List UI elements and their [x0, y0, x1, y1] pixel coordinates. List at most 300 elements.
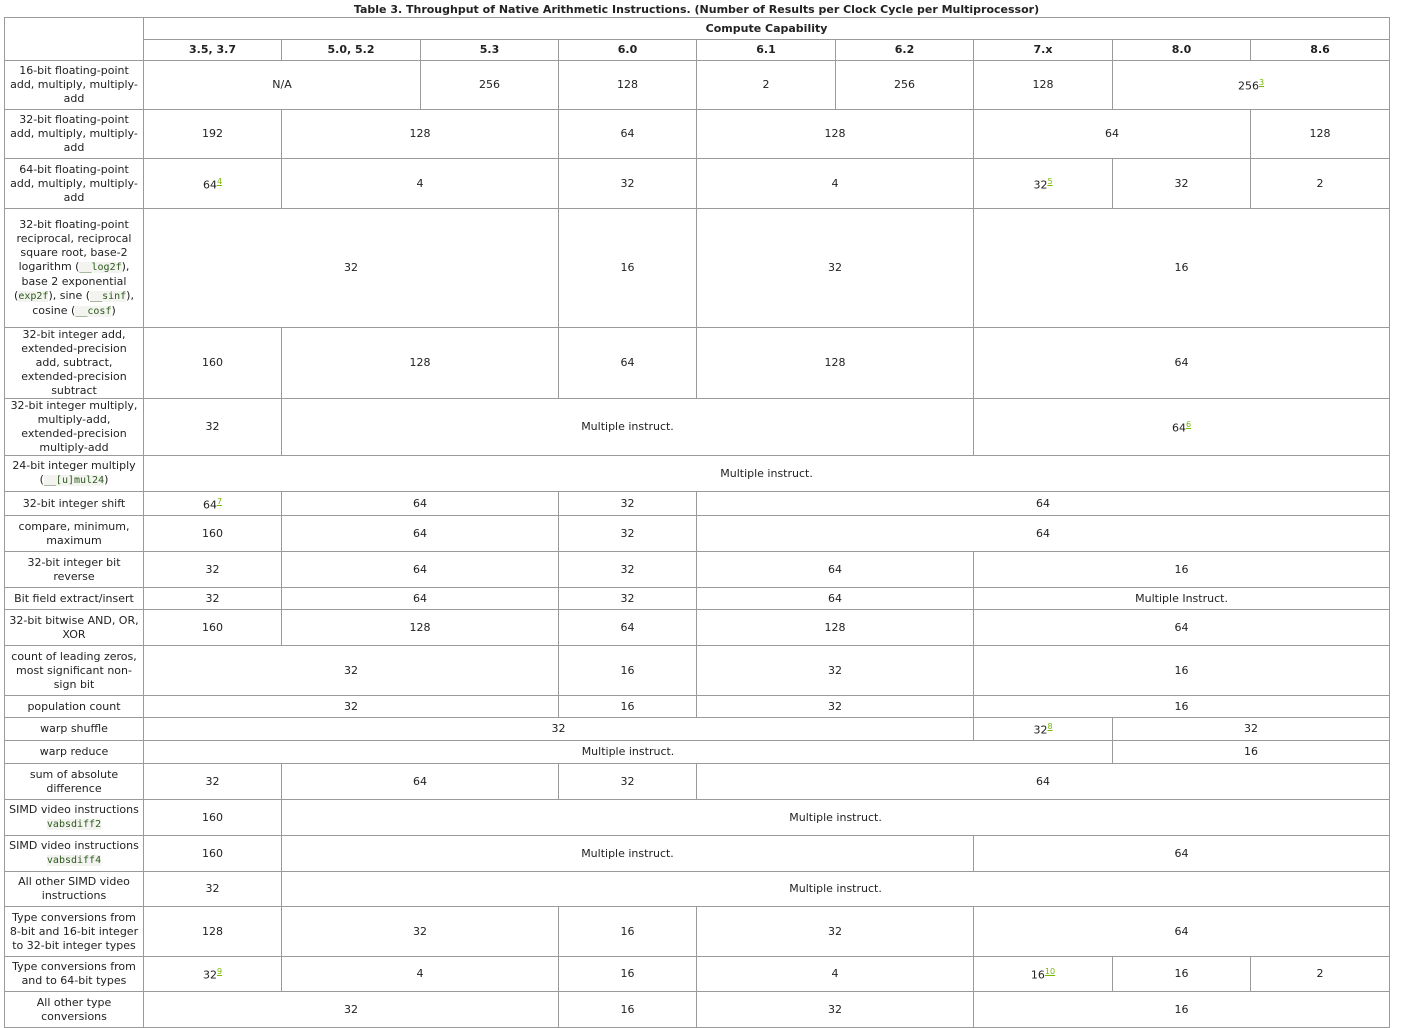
value-cell	[697, 588, 974, 610]
footnote-ref[interactable]	[217, 966, 222, 977]
value-cell	[144, 872, 282, 907]
footnote-link[interactable]: 10	[1044, 967, 1056, 977]
footnote-link[interactable]: 8	[1047, 722, 1053, 732]
value-cell	[697, 696, 974, 718]
value-cell	[144, 992, 559, 1028]
row-label	[5, 610, 144, 646]
value-cell	[144, 61, 421, 110]
cell-value: 64	[1174, 620, 1189, 634]
cell-value: N/A	[272, 78, 292, 91]
value-cell	[421, 61, 559, 110]
cell-value: 64	[1174, 356, 1189, 369]
value-cell	[974, 328, 1390, 399]
value-cell	[282, 764, 559, 800]
label-text: 32-bit integer bit reverse	[27, 555, 121, 583]
value-cell	[282, 110, 559, 159]
cell-value: 192	[202, 127, 223, 140]
footnote-link[interactable]: 7	[216, 496, 223, 506]
cell-value: 64	[1105, 127, 1119, 140]
value-cell	[974, 696, 1390, 718]
row-label	[5, 741, 144, 764]
value-cell	[144, 399, 282, 456]
value-cell	[559, 646, 697, 696]
table-row	[5, 646, 1390, 696]
table-row	[5, 741, 1390, 764]
cell-value: 32	[1033, 178, 1048, 192]
row-label	[5, 957, 144, 992]
value-cell	[697, 907, 974, 957]
value-cell	[144, 718, 974, 741]
label-text: ), cosine (	[32, 288, 134, 317]
table-row	[5, 957, 1390, 992]
row-label	[5, 800, 144, 836]
value-cell	[144, 836, 282, 872]
cell-value: 32	[620, 774, 635, 788]
row-label	[5, 516, 144, 552]
label-text: 32-bit integer add, extended-precision add, subtract, extended-precision subtract	[21, 328, 127, 397]
label-text: ), base 2 exponential (	[14, 259, 130, 302]
cell-value: 16	[620, 1002, 635, 1016]
cell-value: 256	[479, 78, 500, 91]
cell-value: 32	[828, 261, 842, 274]
value-cell	[1113, 741, 1390, 764]
cell-value: 32	[205, 882, 220, 895]
value-cell	[1251, 110, 1390, 159]
value-cell	[282, 328, 559, 399]
value-cell	[144, 159, 282, 209]
cell-value: Multiple instruct.	[581, 846, 674, 860]
footnote-ref[interactable]	[217, 176, 222, 187]
cell-value: 128	[409, 620, 431, 634]
cell-value: 160	[202, 810, 223, 824]
footnote-link[interactable]: 5	[1047, 176, 1053, 186]
label-text: 32-bit integer multiply, multiply-add, extended-precision multiply-add	[10, 399, 138, 454]
row-label	[5, 492, 144, 516]
value-cell	[974, 610, 1390, 646]
label-text: )	[104, 473, 109, 486]
value-cell	[144, 552, 282, 588]
value-cell	[144, 588, 282, 610]
code-token: vabsdiff4	[46, 855, 102, 866]
cell-value: 64	[1174, 924, 1189, 938]
table-row	[5, 159, 1390, 209]
column-header: 5.0, 5.2	[282, 40, 421, 61]
value-cell	[144, 764, 282, 800]
value-cell	[836, 61, 974, 110]
cell-value: 32	[205, 420, 220, 433]
label-text: 32-bit bitwise AND, OR, XOR	[9, 613, 139, 641]
value-cell	[1113, 957, 1251, 992]
cell-value: 64	[202, 178, 217, 192]
cell-value: 32	[620, 562, 635, 576]
cell-value: 64	[413, 496, 427, 510]
cell-value: 256	[1238, 79, 1259, 93]
column-header: 6.1	[697, 40, 836, 61]
cell-value: Multiple instruct.	[581, 745, 675, 758]
value-cell	[559, 61, 697, 110]
table-row	[5, 992, 1390, 1028]
value-cell	[697, 159, 974, 209]
value-cell	[974, 61, 1113, 110]
value-cell	[559, 516, 697, 552]
value-cell	[697, 110, 974, 159]
label-text: Bit field extract/insert	[14, 591, 134, 605]
value-cell	[559, 328, 697, 399]
value-cell	[697, 516, 1390, 552]
cell-value: 32	[1174, 176, 1189, 190]
value-cell	[697, 552, 974, 588]
row-label	[5, 159, 144, 209]
row-label	[5, 696, 144, 718]
value-cell	[282, 836, 974, 872]
cell-value: 16	[1174, 663, 1189, 677]
value-cell	[144, 610, 282, 646]
value-cell	[144, 957, 282, 992]
value-cell	[1251, 159, 1390, 209]
table-header	[5, 18, 1390, 61]
label-text: 32-bit integer shift	[22, 496, 126, 510]
table-row	[5, 872, 1390, 907]
value-cell	[559, 957, 697, 992]
cell-value: 160	[202, 526, 223, 540]
cell-value: 32	[828, 1002, 842, 1016]
value-cell	[144, 696, 559, 718]
value-cell	[1113, 718, 1390, 741]
cell-value: 32	[828, 924, 842, 938]
row-label	[5, 110, 144, 159]
cell-value: 64	[1036, 526, 1051, 540]
cell-value: 16	[1174, 699, 1189, 713]
row-label	[5, 209, 144, 328]
value-cell	[282, 957, 559, 992]
footnote-ref[interactable]	[1047, 721, 1052, 732]
cell-value: 128	[824, 620, 846, 634]
cell-value: 32	[344, 699, 358, 713]
compute-capability-header: Compute Capability	[144, 18, 1390, 40]
code-token: __sinf	[90, 290, 127, 302]
footnote-link[interactable]: 6	[1186, 420, 1192, 430]
cell-value: 160	[202, 846, 223, 860]
table-row	[5, 610, 1390, 646]
code-token: vabsdiff2	[46, 819, 102, 830]
label-text: 64-bit floating-point add, multiply, multiply-add	[10, 162, 138, 204]
value-cell	[974, 836, 1390, 872]
cell-value: 128	[202, 924, 223, 938]
label-text: Type conversions from 8-bit and 16-bit integer to 32-bit integer types	[9, 910, 139, 952]
cell-value: 32	[344, 1002, 358, 1016]
cell-value: 32	[551, 722, 566, 735]
cell-value: 16	[1174, 562, 1189, 576]
value-cell	[1113, 159, 1251, 209]
throughput-table	[4, 17, 1390, 1028]
value-cell	[697, 610, 974, 646]
table-row	[5, 764, 1390, 800]
label-text: count of leading zeros, most significant non-sign bit	[11, 649, 137, 691]
cell-value: 64	[413, 591, 427, 605]
value-cell	[144, 110, 282, 159]
value-cell	[559, 907, 697, 957]
value-cell	[144, 516, 282, 552]
value-cell	[559, 492, 697, 516]
value-cell	[282, 800, 1390, 836]
table-row	[5, 800, 1390, 836]
label-text: All other type conversions	[36, 995, 112, 1023]
cell-value: 64	[413, 562, 427, 576]
footnote-link[interactable]: 9	[216, 967, 223, 977]
cell-value: 16	[1244, 745, 1259, 758]
table-caption: Table 3. Throughput of Native Arithmetic Instructions. (Number of Results per Clock Cycle per Multiprocessor)	[353, 3, 1040, 16]
row-label	[5, 764, 144, 800]
value-cell	[559, 209, 697, 328]
table-row	[5, 492, 1390, 516]
cell-value: 32	[344, 261, 358, 274]
header-corner	[5, 18, 144, 61]
value-cell	[144, 492, 282, 516]
table-row	[5, 110, 1390, 159]
cell-value: 128	[409, 127, 431, 140]
cell-value: 2	[1316, 176, 1324, 190]
column-header: 5.3	[421, 40, 559, 61]
value-cell	[974, 159, 1113, 209]
label-text: 32-bit floating-point reciprocal, reciprocal square root, base-2 logarithm (	[16, 217, 132, 273]
table-row	[5, 907, 1390, 957]
code-token: __cosf	[75, 305, 112, 317]
value-cell	[697, 328, 974, 399]
value-cell	[974, 718, 1113, 741]
cell-value: 64	[1036, 496, 1051, 510]
row-label	[5, 399, 144, 456]
cell-value: Multiple instruct.	[581, 420, 674, 433]
cell-value: 16	[1174, 261, 1189, 274]
row-label	[5, 646, 144, 696]
label-text: SIMD video instructions	[9, 803, 139, 816]
cell-value: 64	[620, 356, 635, 369]
footnote-ref[interactable]	[217, 496, 222, 507]
footnote-link[interactable]: 4	[216, 176, 223, 186]
row-label	[5, 61, 144, 110]
column-header: 8.6	[1251, 40, 1390, 61]
value-cell	[697, 764, 1390, 800]
cell-value: Multiple instruct.	[789, 810, 882, 824]
cell-value: 4	[416, 176, 424, 190]
cell-value: Multiple instruct.	[789, 882, 882, 895]
label-text: 16-bit floating-point add, multiply, multiply-add	[10, 64, 138, 105]
value-cell	[144, 328, 282, 399]
cell-value: 128	[824, 356, 846, 369]
value-cell	[559, 696, 697, 718]
cell-value: 32	[205, 774, 220, 788]
value-cell	[974, 110, 1251, 159]
row-label	[5, 907, 144, 957]
value-cell	[974, 992, 1390, 1028]
value-cell	[974, 399, 1390, 456]
cell-value: 32	[202, 968, 217, 982]
cell-value: 64	[202, 498, 217, 512]
label-text: compare, minimum, maximum	[18, 519, 130, 547]
label-text: population count	[27, 699, 121, 713]
value-cell	[144, 741, 1113, 764]
cell-value: 32	[413, 924, 427, 938]
cell-value: 64	[620, 620, 635, 634]
cell-value: 128	[617, 78, 638, 91]
value-cell	[697, 646, 974, 696]
value-cell	[697, 61, 836, 110]
value-cell	[559, 552, 697, 588]
table-row	[5, 209, 1390, 328]
cell-value: 16	[620, 261, 635, 274]
label-text: ), sine (	[48, 288, 91, 302]
table-row	[5, 718, 1390, 741]
cell-value: 32	[1033, 723, 1048, 737]
footnote-ref[interactable]	[1259, 77, 1264, 88]
row-label	[5, 872, 144, 907]
value-cell	[559, 588, 697, 610]
footnote-link[interactable]: 3	[1259, 78, 1265, 88]
cell-value: 2	[762, 78, 770, 91]
value-cell	[282, 492, 559, 516]
cell-value: 256	[894, 78, 915, 91]
value-cell	[974, 588, 1390, 610]
value-cell	[559, 992, 697, 1028]
cell-value: 32	[828, 663, 842, 677]
value-cell	[282, 872, 1390, 907]
value-cell	[282, 159, 559, 209]
table-row	[5, 836, 1390, 872]
table-row	[5, 328, 1390, 399]
row-label	[5, 836, 144, 872]
cell-value: 32	[620, 526, 635, 540]
cell-value: 32	[344, 663, 358, 677]
value-cell	[282, 399, 974, 456]
table-row	[5, 456, 1390, 492]
cell-value: 64	[828, 562, 842, 576]
value-cell	[697, 492, 1390, 516]
row-label	[5, 992, 144, 1028]
cell-value: 128	[1032, 78, 1054, 91]
value-cell	[974, 552, 1390, 588]
footnote-ref[interactable]	[1186, 419, 1191, 430]
value-cell	[974, 646, 1390, 696]
value-cell	[144, 907, 282, 957]
code-token: __log2f	[79, 261, 122, 273]
cell-value: 64	[1174, 846, 1189, 860]
cell-value: 64	[1036, 774, 1051, 788]
value-cell	[282, 588, 559, 610]
cell-value: Multiple Instruct.	[1135, 591, 1228, 605]
cell-value: 16	[1174, 967, 1189, 980]
cell-value: 4	[416, 967, 424, 980]
cell-value: 32	[620, 591, 635, 605]
cell-value: 160	[202, 620, 223, 634]
label-text: )	[111, 303, 116, 317]
value-cell	[1251, 957, 1390, 992]
cell-value: 32	[205, 562, 220, 576]
cell-value: 32	[620, 496, 635, 510]
label-text: Type conversions from and to 64-bit types	[12, 960, 136, 987]
table-row	[5, 552, 1390, 588]
code-token: exp2f	[18, 290, 49, 302]
footnote-ref[interactable]	[1045, 966, 1055, 977]
value-cell	[282, 610, 559, 646]
label-text: warp reduce	[39, 745, 109, 758]
value-cell	[974, 209, 1390, 328]
cell-value: 64	[1172, 421, 1186, 435]
value-cell	[1113, 61, 1390, 110]
cell-value: 16	[620, 967, 635, 980]
label-text: sum of absolute difference	[29, 767, 119, 795]
cell-value: 64	[413, 774, 427, 788]
value-cell	[559, 110, 697, 159]
label-text: 24-bit integer multiply (	[12, 459, 136, 486]
value-cell	[144, 456, 1390, 492]
cell-value: 2	[1316, 967, 1324, 980]
value-cell	[697, 957, 974, 992]
cell-value: 4	[831, 967, 839, 980]
table-row	[5, 516, 1390, 552]
cell-value: 64	[620, 127, 635, 140]
table-row	[5, 588, 1390, 610]
table-body	[5, 61, 1390, 1028]
value-cell	[559, 159, 697, 209]
cell-value: 128	[1309, 127, 1331, 140]
cell-value: 32	[828, 699, 842, 713]
row-label	[5, 588, 144, 610]
column-header: 6.0	[559, 40, 697, 61]
row-label	[5, 456, 144, 492]
cell-value: 16	[620, 663, 635, 677]
cell-value: 128	[409, 356, 431, 369]
value-cell	[697, 992, 974, 1028]
header-row-versions	[5, 40, 1390, 61]
table-row	[5, 696, 1390, 718]
cell-value: 4	[831, 176, 839, 190]
value-cell	[559, 610, 697, 646]
cell-value: 32	[205, 591, 220, 605]
footnote-ref[interactable]	[1047, 176, 1052, 187]
value-cell	[282, 552, 559, 588]
value-cell	[559, 764, 697, 800]
cell-value: 32	[1244, 722, 1259, 735]
table-row	[5, 61, 1390, 110]
value-cell	[974, 907, 1390, 957]
column-header: 3.5, 3.7	[144, 40, 282, 61]
cell-value: 16	[620, 924, 635, 938]
row-label	[5, 328, 144, 399]
label-text: SIMD video instructions	[9, 839, 139, 852]
row-label	[5, 718, 144, 741]
value-cell	[697, 209, 974, 328]
cell-value: 128	[824, 127, 846, 140]
cell-value: 16	[620, 699, 635, 713]
value-cell	[974, 957, 1113, 992]
label-text: 32-bit floating-point add, multiply, multiply-add	[10, 113, 138, 154]
value-cell	[144, 209, 559, 328]
column-header: 8.0	[1113, 40, 1251, 61]
value-cell	[282, 907, 559, 957]
value-cell	[282, 516, 559, 552]
label-text: All other SIMD video instructions	[18, 875, 130, 902]
column-header: 6.2	[836, 40, 974, 61]
value-cell	[144, 646, 559, 696]
column-header: 7.x	[974, 40, 1113, 61]
cell-value: 160	[202, 356, 223, 369]
value-cell	[144, 800, 282, 836]
cell-value: 64	[828, 591, 842, 605]
cell-value: 16	[1030, 968, 1045, 982]
label-text: warp shuffle	[40, 722, 108, 735]
cell-value: 16	[1174, 1002, 1189, 1016]
cell-value: Multiple instruct.	[720, 466, 813, 480]
